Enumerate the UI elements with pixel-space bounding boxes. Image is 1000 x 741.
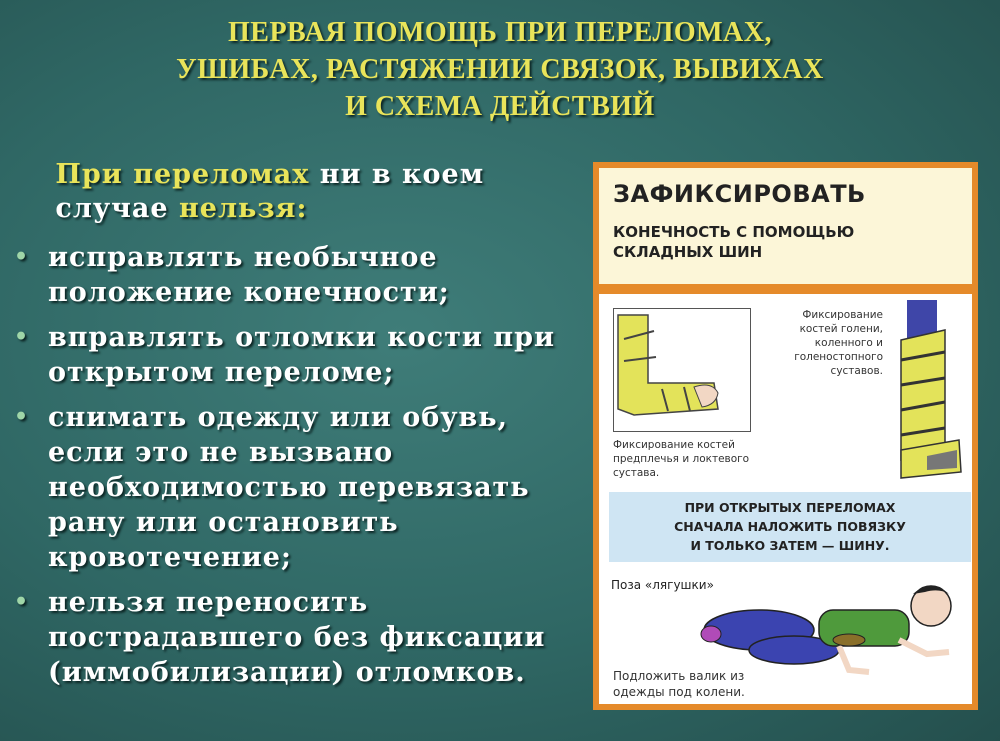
list-item bbox=[12, 320, 572, 390]
fixation-header-panel bbox=[593, 162, 978, 290]
list-item-text: исправлять необычное положение конечности; bbox=[48, 242, 450, 308]
slide-title bbox=[60, 14, 940, 125]
list-item bbox=[12, 240, 572, 310]
frog-pose-illustration bbox=[699, 580, 969, 680]
list-item-text: нельзя переносить пострадавшего без фиксации (иммобилизации) отломков. bbox=[48, 587, 546, 688]
warning-line-2: СНАЧАЛА НАЛОЖИТЬ ПОВЯЗКУ bbox=[674, 519, 906, 534]
fixation-heading: ЗАФИКСИРОВАТЬ bbox=[613, 180, 866, 208]
bullet-icon: • bbox=[14, 324, 30, 350]
warning-line-1: ПРИ ОТКРЫТЫХ ПЕРЕЛОМАХ bbox=[684, 500, 896, 515]
leg-caption: Фиксирование костей голени, коленного и голеностопного суставов. bbox=[794, 309, 883, 377]
forbidden-actions-list bbox=[12, 240, 572, 700]
intro-text bbox=[45, 158, 565, 226]
bullet-icon: • bbox=[14, 589, 30, 615]
frog-pose-label: Поза «лягушки» bbox=[611, 578, 714, 592]
list-item bbox=[12, 585, 572, 690]
intro-highlight-fractures: При переломах bbox=[55, 159, 310, 190]
roll-caption: Подложить валик из одежды под колени. bbox=[613, 669, 745, 699]
title-line-2: УШИБАХ, РАСТЯЖЕНИИ СВЯЗОК, ВЫВИХАХ bbox=[176, 54, 824, 85]
arm-caption: Фиксирование костей предплечья и локтевого сустава. bbox=[613, 439, 750, 479]
warning-line-3: И ТОЛЬКО ЗАТЕМ — ШИНУ. bbox=[690, 538, 890, 553]
list-item-text: вправлять отломки кости при открытом переломе; bbox=[48, 322, 556, 388]
intro-text-2: случае bbox=[55, 193, 180, 224]
list-item-text: снимать одежду или обувь, если это не вызвано необходимостью перевязать рану или остановить кровотечение; bbox=[48, 402, 530, 573]
open-fracture-warning bbox=[609, 492, 971, 562]
intro-highlight-forbidden: нельзя: bbox=[179, 193, 308, 224]
title-line-3: И СХЕМА ДЕЙСТВИЙ bbox=[345, 91, 655, 122]
bullet-icon: • bbox=[14, 244, 30, 270]
fixation-subheading: КОНЕЧНОСТЬ С ПОМОЩЬЮ СКЛАДНЫХ ШИН bbox=[613, 223, 855, 261]
title-line-1: ПЕРВАЯ ПОМОЩЬ ПРИ ПЕРЕЛОМАХ, bbox=[228, 17, 772, 48]
fixation-illustration-panel bbox=[593, 288, 978, 710]
leg-splint-illustration bbox=[887, 300, 967, 485]
arm-splint-illustration bbox=[613, 308, 751, 432]
intro-text-1: ни в коем bbox=[309, 159, 485, 190]
list-item bbox=[12, 400, 572, 575]
bullet-icon: • bbox=[14, 404, 30, 430]
